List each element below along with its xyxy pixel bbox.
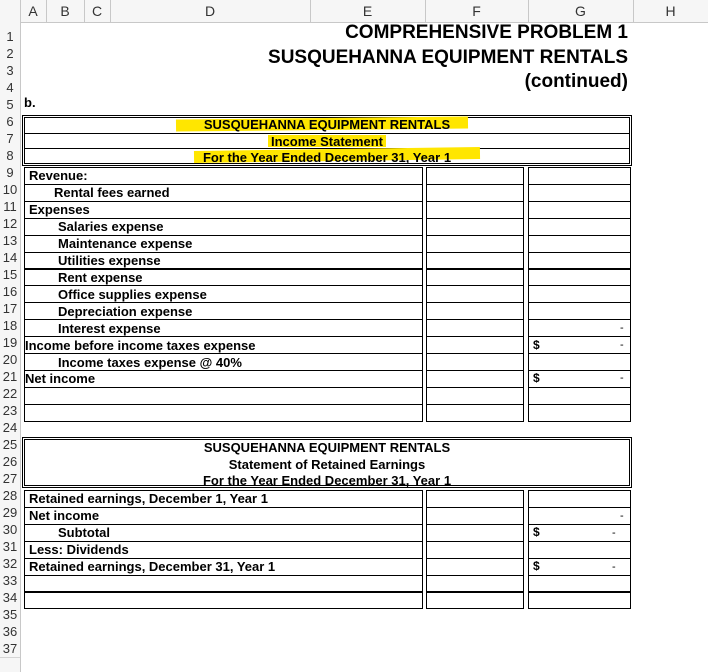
part-label: b. — [24, 95, 36, 110]
income-line-net-income[interactable]: Net income — [25, 371, 96, 386]
re-cell[interactable] — [426, 541, 524, 559]
income-line-interest[interactable]: Interest expense — [58, 321, 161, 336]
row-header-22[interactable]: 22 — [0, 385, 20, 402]
column-header-a[interactable]: A — [20, 0, 46, 23]
income-cell[interactable] — [426, 184, 524, 202]
income-cell[interactable] — [426, 235, 524, 253]
title-line-3: (continued) — [524, 71, 628, 92]
income-line-expenses[interactable]: Expenses — [29, 202, 90, 217]
income-cell[interactable] — [528, 370, 631, 388]
income-company-name: SUSQUEHANNA EQUIPMENT RENTALS — [203, 117, 451, 132]
income-cell[interactable] — [528, 252, 631, 270]
net-income-value[interactable]: - — [620, 372, 624, 384]
re-ending-value[interactable]: - — [612, 561, 616, 573]
re-cell[interactable] — [426, 507, 524, 525]
row-header-32[interactable]: 32 — [0, 555, 20, 572]
row-header-20[interactable]: 20 — [0, 351, 20, 368]
row-header-24[interactable]: 24 — [0, 419, 20, 436]
re-line-dividends[interactable]: Less: Dividends — [29, 542, 129, 557]
re-cell[interactable] — [426, 575, 524, 593]
re-ending-currency[interactable]: $ — [533, 559, 540, 573]
row-line — [0, 657, 20, 658]
income-cell[interactable] — [528, 285, 631, 303]
row-header-9[interactable]: 9 — [0, 164, 20, 181]
header-corner[interactable] — [0, 0, 20, 23]
row-header-28[interactable]: 28 — [0, 487, 20, 504]
re-cell[interactable] — [24, 575, 423, 593]
re-cell[interactable] — [528, 490, 631, 508]
row-header-29[interactable]: 29 — [0, 504, 20, 521]
income-cell[interactable] — [528, 353, 631, 371]
income-line-revenue[interactable]: Revenue: — [29, 168, 88, 183]
income-before-taxes-currency[interactable]: $ — [533, 338, 540, 352]
col-sep — [20, 0, 21, 22]
retained-period: For the Year Ended December 31, Year 1 — [202, 473, 452, 488]
row-header-19[interactable]: 19 — [0, 334, 20, 351]
col-sep — [528, 0, 529, 22]
income-line-depreciation[interactable]: Depreciation expense — [58, 304, 193, 319]
income-cell[interactable] — [528, 201, 631, 219]
income-cell[interactable] — [528, 319, 631, 337]
re-line-ending[interactable]: Retained earnings, December 31, Year 1 — [29, 559, 276, 574]
row-header-31[interactable]: 31 — [0, 538, 20, 555]
re-cell[interactable] — [426, 591, 524, 609]
row-header-3[interactable]: 3 — [0, 62, 20, 79]
row-header-1[interactable]: 1 — [0, 28, 20, 45]
retained-statement-title: Statement of Retained Earnings — [228, 457, 426, 472]
income-cell[interactable] — [426, 302, 524, 320]
income-cell[interactable] — [426, 336, 524, 354]
row-header-34[interactable]: 34 — [0, 589, 20, 606]
income-before-taxes-value[interactable]: - — [620, 339, 624, 351]
row-header-7[interactable]: 7 — [0, 130, 20, 147]
income-cell[interactable] — [528, 336, 631, 354]
income-cell[interactable] — [426, 319, 524, 337]
income-cell[interactable] — [528, 268, 631, 286]
column-header-f[interactable]: F — [425, 0, 528, 23]
row-header-10[interactable]: 10 — [0, 181, 20, 198]
column-header-h[interactable]: H — [633, 0, 708, 23]
re-cell[interactable] — [528, 575, 631, 593]
retained-company-name: SUSQUEHANNA EQUIPMENT RENTALS — [203, 440, 451, 455]
income-cell[interactable] — [426, 268, 524, 286]
income-line-rental-fees[interactable]: Rental fees earned — [54, 185, 170, 200]
re-cell[interactable] — [528, 507, 631, 525]
income-line-taxes[interactable]: Income taxes expense @ 40% — [58, 355, 242, 370]
re-cell[interactable] — [528, 591, 631, 609]
income-line-office-supplies[interactable]: Office supplies expense — [58, 287, 207, 302]
row-header-33[interactable]: 33 — [0, 572, 20, 589]
income-line-maintenance[interactable]: Maintenance expense — [58, 236, 193, 251]
row-header-16[interactable]: 16 — [0, 283, 20, 300]
row-header-11[interactable]: 11 — [0, 198, 20, 215]
income-line-salaries[interactable]: Salaries expense — [58, 219, 164, 234]
col-sep — [84, 0, 85, 22]
income-cell[interactable] — [426, 201, 524, 219]
row-header-5[interactable]: 5 — [0, 96, 20, 113]
row-header-30[interactable]: 30 — [0, 521, 20, 538]
re-cell[interactable] — [528, 541, 631, 559]
row-header-4[interactable]: 4 — [0, 79, 20, 96]
income-line-before-taxes[interactable]: Income before income taxes expense — [25, 338, 256, 353]
re-subtotal-currency[interactable]: $ — [533, 525, 540, 539]
re-subtotal-value[interactable]: - — [612, 527, 616, 539]
income-cell[interactable] — [528, 404, 631, 422]
income-cell[interactable] — [426, 285, 524, 303]
re-line-net-income[interactable]: Net income — [29, 508, 100, 523]
row-header-36[interactable]: 36 — [0, 623, 20, 640]
row-header-15[interactable]: 15 — [0, 266, 20, 283]
row-header-13[interactable]: 13 — [0, 232, 20, 249]
income-line-utilities[interactable]: Utilities expense — [58, 253, 161, 268]
income-cell[interactable] — [528, 184, 631, 202]
col-sep — [46, 0, 47, 22]
row-header-8[interactable]: 8 — [0, 147, 20, 164]
row-header-27[interactable]: 27 — [0, 470, 20, 487]
income-cell[interactable] — [24, 387, 423, 405]
income-cell[interactable] — [426, 370, 524, 388]
column-header-g[interactable]: G — [528, 0, 633, 23]
column-header-c[interactable]: C — [84, 0, 110, 23]
row-header-21[interactable]: 21 — [0, 368, 20, 385]
income-cell[interactable] — [528, 387, 631, 405]
income-cell[interactable] — [426, 167, 524, 185]
row-header-17[interactable]: 17 — [0, 300, 20, 317]
col-sep — [110, 0, 111, 22]
income-cell[interactable] — [528, 167, 631, 185]
re-cell[interactable] — [426, 490, 524, 508]
income-cell[interactable] — [426, 404, 524, 422]
income-cell[interactable] — [528, 302, 631, 320]
row-header-12[interactable]: 12 — [0, 215, 20, 232]
row-header-2[interactable]: 2 — [0, 45, 20, 62]
income-statement-title: Income Statement — [271, 134, 383, 149]
interest-total-value[interactable]: - — [620, 322, 624, 334]
column-header-b[interactable]: B — [46, 0, 84, 23]
income-cell[interactable] — [426, 252, 524, 270]
income-cell[interactable] — [528, 218, 631, 236]
re-cell[interactable] — [426, 524, 524, 542]
income-cell[interactable] — [426, 218, 524, 236]
column-header-d[interactable]: D — [110, 0, 310, 23]
title-line-1: COMPREHENSIVE PROBLEM 1 — [345, 22, 628, 43]
row-header-26[interactable]: 26 — [0, 453, 20, 470]
row-header-25[interactable]: 25 — [0, 436, 20, 453]
re-net-income-value[interactable]: - — [620, 510, 624, 522]
income-period: For the Year Ended December 31, Year 1 — [202, 150, 452, 165]
income-cell[interactable] — [528, 235, 631, 253]
income-line-rent[interactable]: Rent expense — [58, 270, 143, 285]
row-header-6[interactable]: 6 — [0, 113, 20, 130]
title-line-2: SUSQUEHANNA EQUIPMENT RENTALS — [268, 47, 628, 68]
row-header-35[interactable]: 35 — [0, 606, 20, 623]
re-cell[interactable] — [24, 591, 423, 609]
row-header-14[interactable]: 14 — [0, 249, 20, 266]
col-sep — [425, 0, 426, 22]
row-header-23[interactable]: 23 — [0, 402, 20, 419]
re-cell[interactable] — [426, 558, 524, 576]
net-income-currency[interactable]: $ — [533, 371, 540, 385]
row-header-37[interactable]: 37 — [0, 640, 20, 657]
re-line-beginning[interactable]: Retained earnings, December 1, Year 1 — [29, 491, 268, 506]
income-cell[interactable] — [426, 387, 524, 405]
income-cell[interactable] — [24, 404, 423, 422]
re-line-subtotal[interactable]: Subtotal — [58, 525, 110, 540]
row-header-18[interactable]: 18 — [0, 317, 20, 334]
income-cell[interactable] — [426, 353, 524, 371]
col-sep — [310, 0, 311, 22]
column-header-e[interactable]: E — [310, 0, 425, 23]
col-sep — [633, 0, 634, 22]
